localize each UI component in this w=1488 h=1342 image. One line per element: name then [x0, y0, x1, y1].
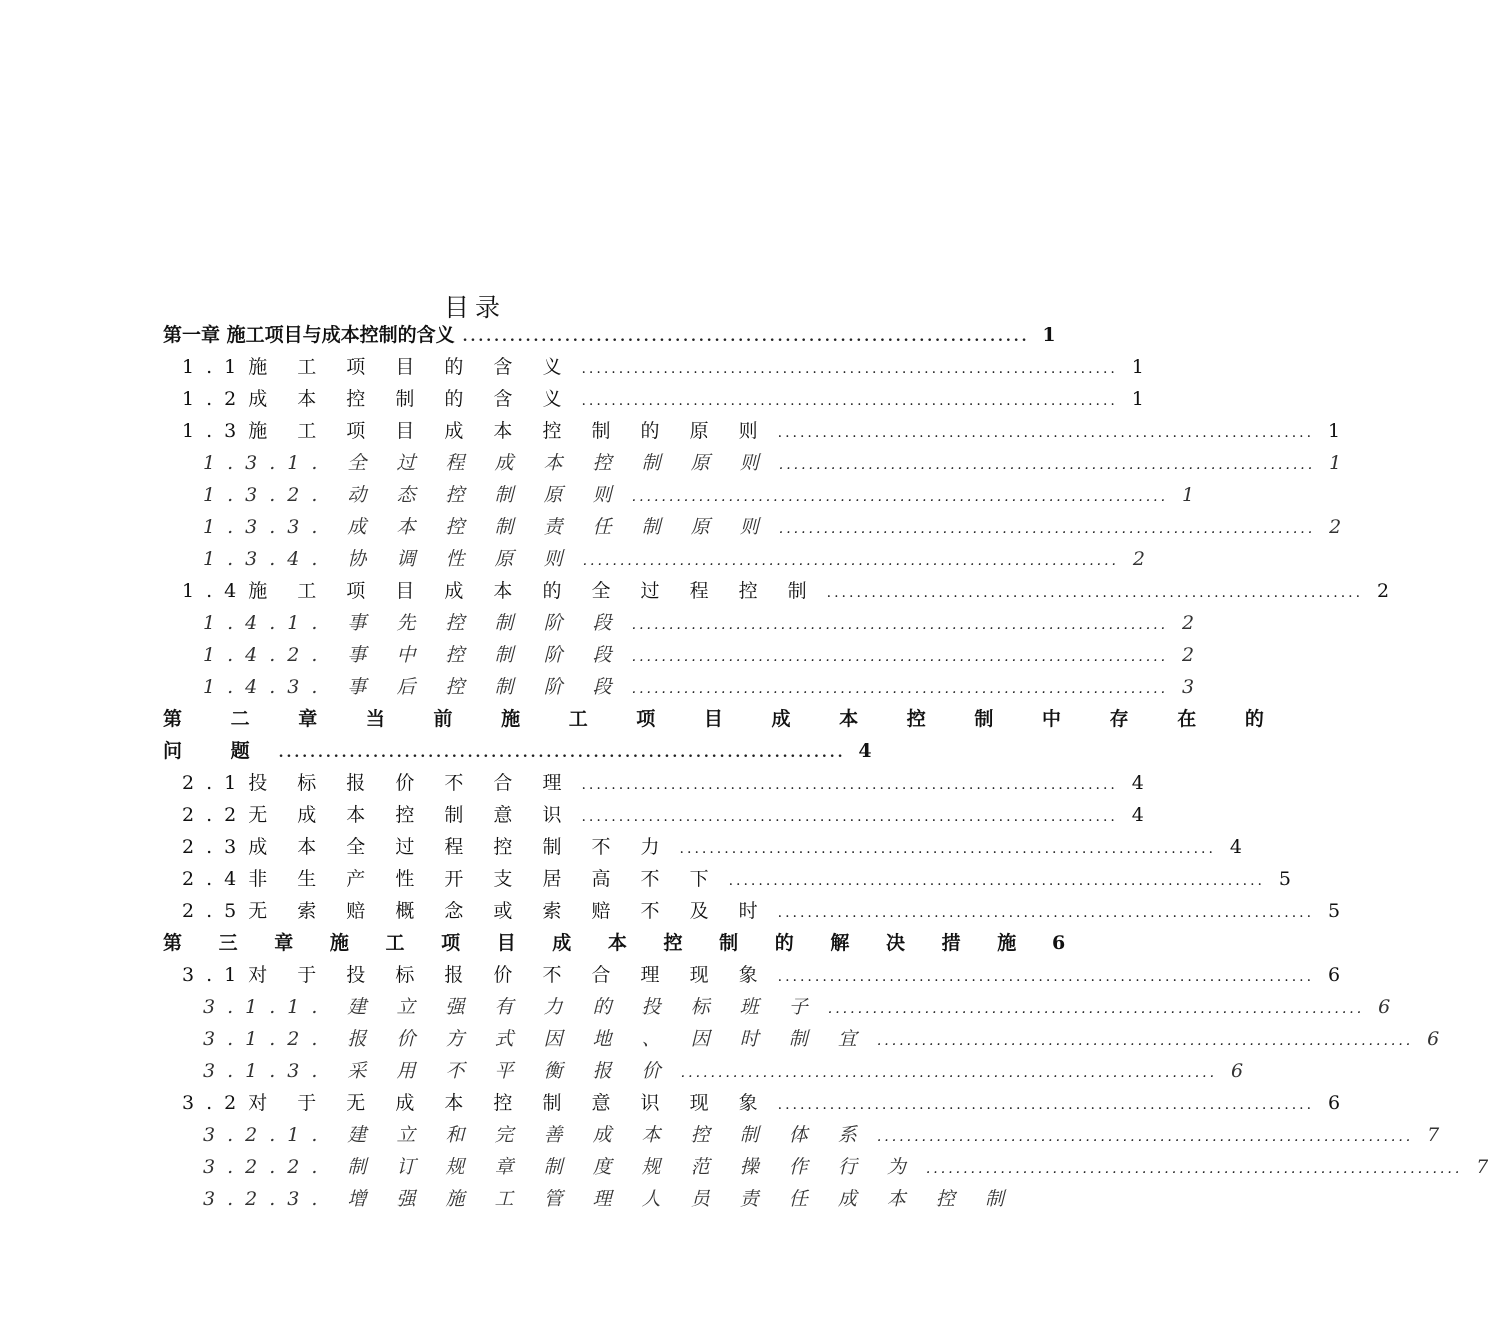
toc-entry-section [182, 800, 1144, 832]
dot-leader: ........................................................................ [778, 457, 1316, 473]
toc-label: 1.4.2. 事 中 控 制 阶 段 [203, 644, 624, 666]
toc-entry-subsection [203, 640, 1195, 672]
toc-entry-subsection [203, 448, 1342, 480]
toc-label: 2.3成 本 全 过 程 控 制 不 力 [182, 836, 672, 858]
toc-entry-subsection [203, 1152, 1488, 1184]
dot-leader: ........................................................................ [876, 1129, 1414, 1145]
dot-leader: ........................................................................ [827, 1001, 1365, 1017]
toc-page-number: 1 [1181, 484, 1195, 506]
toc-label: 2.4非 生 产 性 开 支 居 高 不 下 [182, 868, 721, 890]
toc-page-number: 6 [1327, 964, 1341, 986]
toc-label: 3.2.3. 增 强 施 工 管 理 人 员 责 任 成 本 控 制 [203, 1188, 1016, 1210]
toc-page-number: 5 [1278, 868, 1291, 890]
toc-page-number: 6 [1052, 932, 1066, 954]
toc-entry-subsection [203, 1024, 1440, 1056]
toc-entry-section [182, 416, 1341, 448]
toc-entry-section [182, 384, 1144, 416]
dot-leader: ........................................................................ [581, 777, 1118, 793]
toc-label: 2.1投 标 报 价 不 合 理 [182, 772, 574, 794]
toc-entry-section [182, 1088, 1341, 1120]
dot-leader: ........................................................................ [777, 969, 1315, 985]
dot-leader: ........................................................................ [680, 1065, 1218, 1081]
toc-label: 第 二 章 当 前 施 工 项 目 成 本 控 制 中 存 在 的 [163, 708, 1285, 730]
toc-page-number: 6 [1327, 1092, 1341, 1114]
dot-leader: ........................................................................ [631, 649, 1169, 665]
dot-leader: ........................................................................ [777, 1097, 1315, 1113]
toc-page-number: 2 [1181, 644, 1195, 666]
toc-page-number: 7 [1427, 1124, 1440, 1146]
toc-entry-section [182, 832, 1242, 864]
toc-label: 3.1.1. 建 立 强 有 力 的 投 标 班 子 [203, 996, 820, 1018]
toc-label: 1.3施 工 项 目 成 本 控 制 的 原 则 [182, 420, 770, 442]
toc-page-number: 5 [1327, 900, 1341, 922]
dot-leader: ........................................................................ [826, 585, 1364, 601]
toc-label: 3.1.3. 采 用 不 平 衡 报 价 [203, 1060, 673, 1082]
toc-entry-section [182, 768, 1144, 800]
toc-label: 1.4.1. 事 先 控 制 阶 段 [203, 612, 624, 634]
toc-entry-section [182, 576, 1390, 608]
toc-page-number: 2 [1329, 516, 1342, 538]
toc-entry-subsection [203, 480, 1195, 512]
dot-leader: ........................................................................ [777, 905, 1315, 921]
dot-leader: ........................................................................ [581, 393, 1118, 409]
toc-page-number: 4 [1131, 772, 1144, 794]
toc-entry-section [182, 352, 1144, 384]
toc-label: 问 题 [163, 740, 271, 762]
dot-leader: ........................................................................ [631, 489, 1169, 505]
toc-label: 3.2对 于 无 成 本 控 制 意 识 现 象 [182, 1092, 770, 1114]
dot-leader: ........................................................................ [777, 425, 1315, 441]
toc-title: 目录 [443, 293, 506, 322]
toc-page-number: 4 [1229, 836, 1242, 858]
toc-label: 1.3.1. 全 过 程 成 本 控 制 原 则 [203, 452, 771, 474]
dot-leader: ........................................................................ [278, 745, 846, 761]
toc-entry-subsection [203, 512, 1342, 544]
dot-leader: ........................................................................ [728, 873, 1265, 889]
toc-label: 3.1对 于 投 标 报 价 不 合 理 现 象 [182, 964, 770, 986]
toc-entry-subsection [203, 1120, 1440, 1152]
toc-label: 3.1.2. 报 价 方 式 因 地 、 因 时 制 宜 [203, 1028, 869, 1050]
toc-entry-subsection [203, 544, 1146, 576]
toc-label: 第一章 施工项目与成本控制的含义 [163, 324, 455, 346]
toc-label: 2.5无 索 赔 概 念 或 索 赔 不 及 时 [182, 900, 770, 922]
dot-leader: ........................................................................ [925, 1161, 1463, 1177]
toc-label: 1.2成 本 控 制 的 含 义 [182, 388, 574, 410]
toc-entry-chapter [163, 320, 1056, 352]
toc-label: 第 三 章 施 工 项 目 成 本 控 制 的 解 决 措 施 [163, 932, 1032, 954]
dot-leader: ........................................................................ [462, 329, 1030, 345]
toc-page-number: 2 [1376, 580, 1390, 602]
toc-label: 3.2.2. 制 订 规 章 制 度 规 范 操 作 行 为 [203, 1156, 918, 1178]
toc-page-number: 1 [1131, 356, 1144, 378]
toc-page-number: 1 [1042, 324, 1056, 346]
dot-leader: ........................................................................ [778, 521, 1316, 537]
toc-entry-section [182, 896, 1341, 928]
toc-page-number: 1 [1327, 420, 1341, 442]
toc-entry-subsection [203, 1184, 1016, 1216]
toc-label: 1.4.3. 事 后 控 制 阶 段 [203, 676, 624, 698]
toc-page-number: 6 [1378, 996, 1391, 1018]
dot-leader: ........................................................................ [631, 681, 1169, 697]
toc-label: 1.3.4. 协 调 性 原 则 [203, 548, 575, 570]
toc-label: 1.1施 工 项 目 的 含 义 [182, 356, 574, 378]
toc-page-number: 2 [1181, 612, 1195, 634]
toc-entry-chapter [163, 704, 1285, 736]
toc-page-number: 6 [1427, 1028, 1440, 1050]
toc-label: 1.4施 工 项 目 成 本 的 全 过 程 控 制 [182, 580, 819, 602]
toc-entry-section [182, 864, 1291, 896]
dot-leader: ........................................................................ [581, 361, 1118, 377]
toc-entry-subsection [203, 1056, 1244, 1088]
dot-leader: ........................................................................ [581, 809, 1118, 825]
dot-leader: ........................................................................ [876, 1033, 1414, 1049]
toc-page-number: 4 [1131, 804, 1144, 826]
toc-page-number: 2 [1132, 548, 1146, 570]
toc-label: 1.3.2. 动 态 控 制 原 则 [203, 484, 624, 506]
toc-entry-chapter [163, 928, 1066, 960]
dot-leader: ........................................................................ [582, 553, 1120, 569]
toc-page-number: 4 [858, 740, 872, 762]
toc-label: 3.2.1. 建 立 和 完 善 成 本 控 制 体 系 [203, 1124, 869, 1146]
dot-leader: ........................................................................ [679, 841, 1216, 857]
toc-entry-subsection [203, 608, 1195, 640]
toc-page-number: 1 [1329, 452, 1342, 474]
toc-entry-section [182, 960, 1341, 992]
dot-leader: ........................................................................ [631, 617, 1169, 633]
toc-page-number: 7 [1476, 1156, 1488, 1178]
toc-page-number: 3 [1181, 676, 1195, 698]
toc-entry-subsection [203, 672, 1195, 704]
toc-entry-chapter-continued [163, 736, 872, 768]
toc-label: 1.3.3. 成 本 控 制 责 任 制 原 则 [203, 516, 771, 538]
toc-label: 2.2无 成 本 控 制 意 识 [182, 804, 574, 826]
toc-page-number: 1 [1131, 388, 1144, 410]
toc-entry-subsection [203, 992, 1391, 1024]
toc-page-number: 6 [1231, 1060, 1244, 1082]
